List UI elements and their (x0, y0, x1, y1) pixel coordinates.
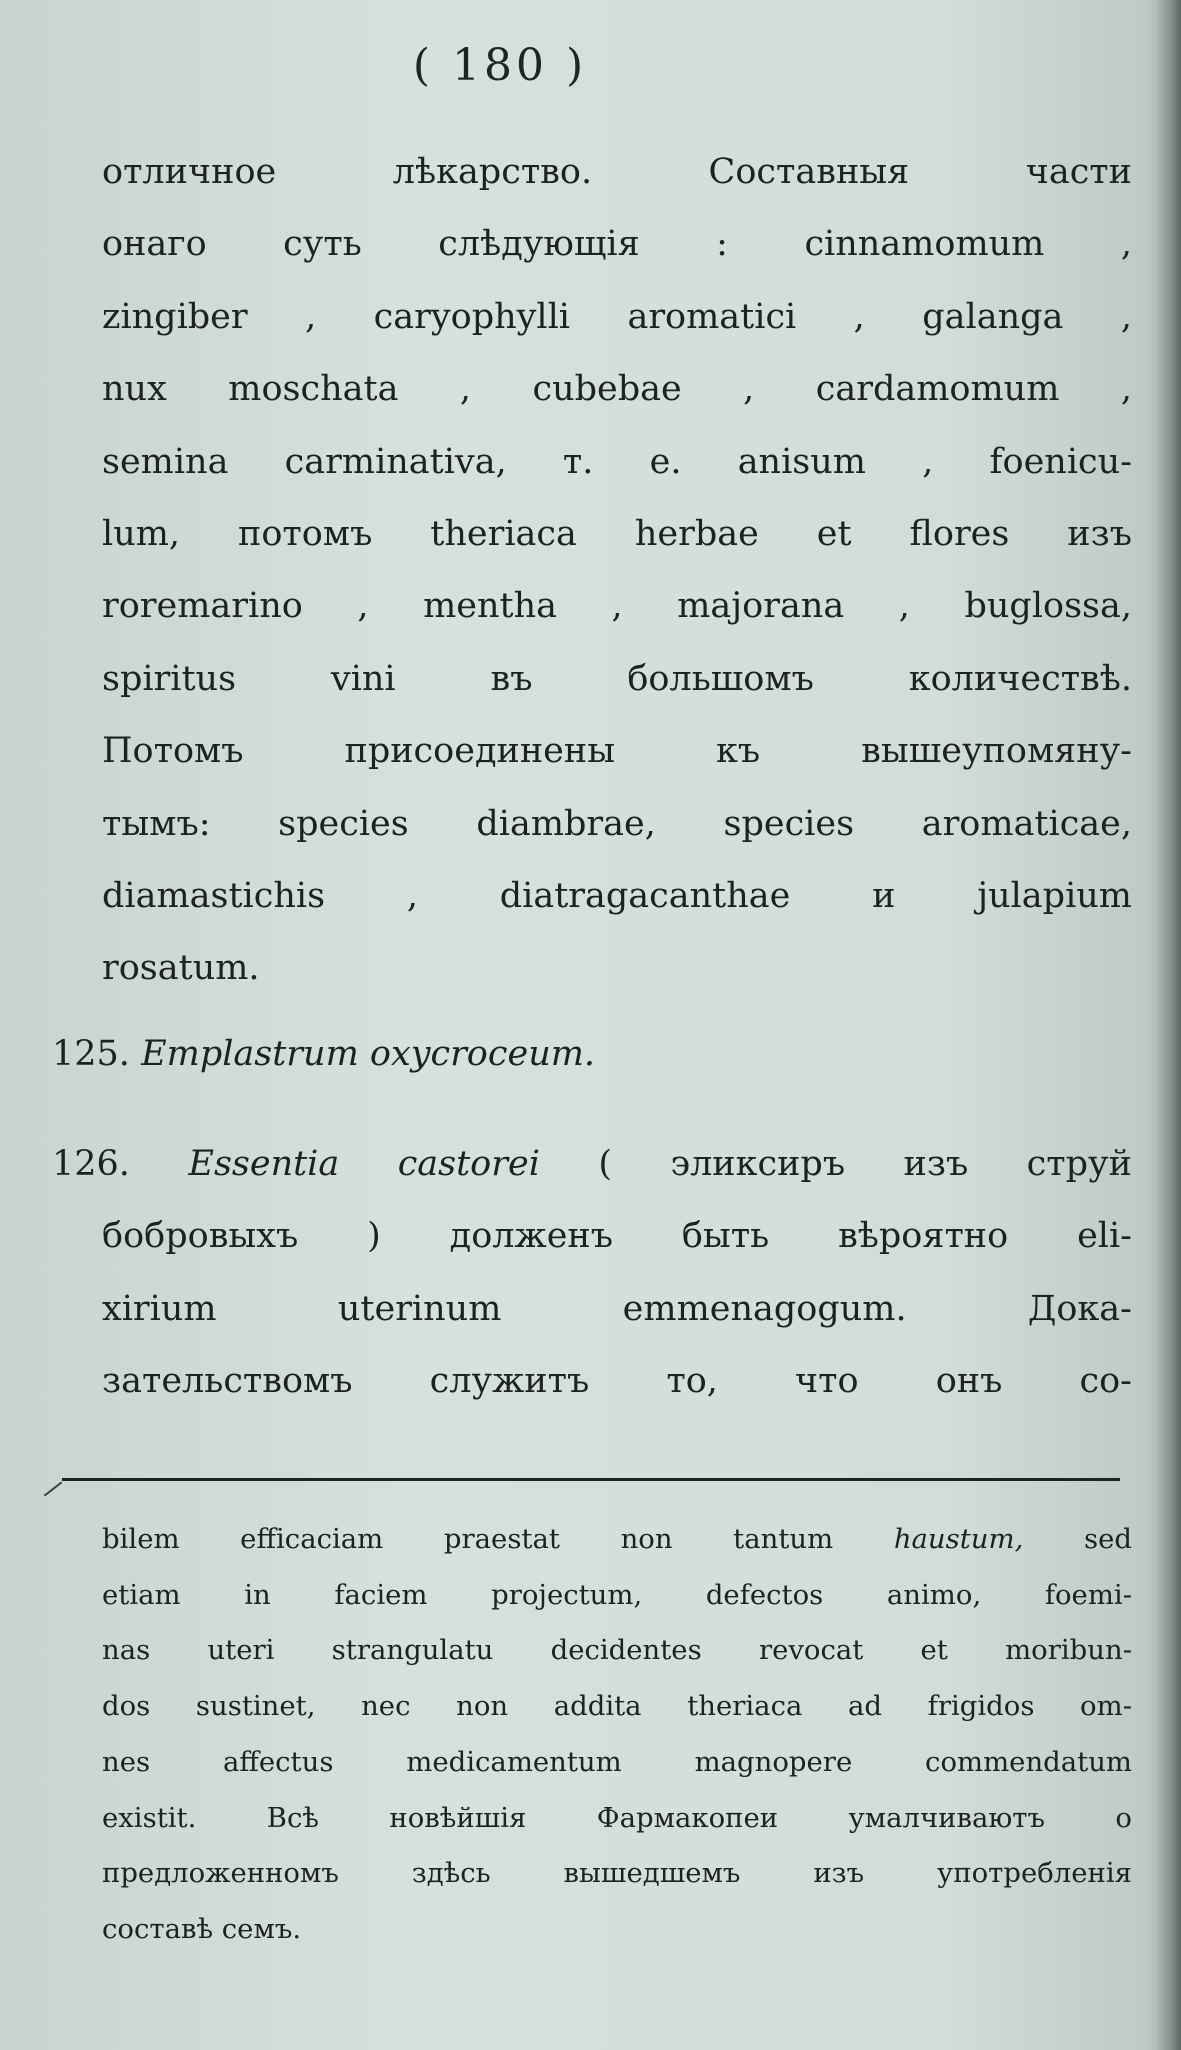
text-line: отличное лѣкарство. Составныя части (102, 152, 1132, 192)
footnote-line (102, 1512, 1132, 1568)
entry-number: 125. (52, 1034, 130, 1074)
entry-title: Emplastrum oxycroceum. (141, 1034, 596, 1074)
entry-number: 126. (52, 1144, 130, 1184)
footnote-text: bilem efficaciam praestat non tantum (102, 1523, 834, 1555)
footnote-divider (62, 1478, 1120, 1481)
text-line: Потомъ присоединены къ вышеупомяну- (102, 731, 1132, 772)
text-line: lum, потомъ theriaca herbae et flores изъ (102, 514, 1132, 555)
text-line: бобровыхъ ) долженъ быть вѣроятно eli- (102, 1216, 1132, 1257)
entry-125 (52, 1034, 595, 1074)
text-line: nux moschata , cubebae , cardamomum , (102, 369, 1132, 410)
footnote-line: nas uteri strangulatu decidentes revocat et moribun- (102, 1634, 1132, 1667)
entry-heading-line (52, 1128, 1132, 1200)
footnote-line: предложенномъ здѣсь вышедшемъ изъ употребленія (102, 1857, 1132, 1890)
text-line: тымъ: species diambrae, species aromaticae, (102, 803, 1132, 844)
text-line: онаго суть слѣдующія : cinnamomum , (102, 224, 1132, 265)
text-line: зательствомъ служитъ то, что онъ со- (102, 1361, 1132, 1402)
entry-text: ( эликсиръ изъ струй (598, 1144, 1132, 1184)
text-line: spiritus vini въ большомъ количествѣ. (102, 658, 1132, 699)
text-line: zingiber , caryophylli aromatici , galanga , (102, 296, 1132, 337)
text-line: xirium uterinum emmenagogum. Дока- (102, 1288, 1132, 1329)
entry-title: Essentia castorei (188, 1144, 540, 1184)
footnote-line: etiam in faciem projectum, defectos animo, foemi- (102, 1578, 1132, 1611)
footnote (102, 1512, 1132, 1958)
footnote-line: dos sustinet, nec non addita theriaca ad frigidos om- (102, 1690, 1132, 1723)
footnote-line: existit. Всѣ новѣйшія Фармакопеи умалчиваютъ о (102, 1801, 1132, 1834)
footnote-line: составѣ семъ. (102, 1912, 302, 1945)
entry-126 (52, 1128, 1132, 1418)
text-line: roremarino , mentha , majorana , buglossa, (102, 586, 1132, 627)
page-edge-shadow (1155, 0, 1181, 2050)
main-paragraph (102, 136, 1132, 1005)
divider-mark (44, 1481, 63, 1496)
text-line: rosatum. (102, 948, 260, 989)
text-line: diamastichis , diatragacanthae и julapium (102, 876, 1132, 917)
text-line: semina carminativa, т. е. anisum , foenicu- (102, 441, 1132, 482)
footnote-italic: haustum, (893, 1523, 1024, 1555)
page-number: ( 180 ) (412, 40, 588, 91)
footnote-line: nes affectus medicamentum magnopere commendatum (102, 1745, 1132, 1778)
footnote-text: sed (1083, 1523, 1132, 1555)
